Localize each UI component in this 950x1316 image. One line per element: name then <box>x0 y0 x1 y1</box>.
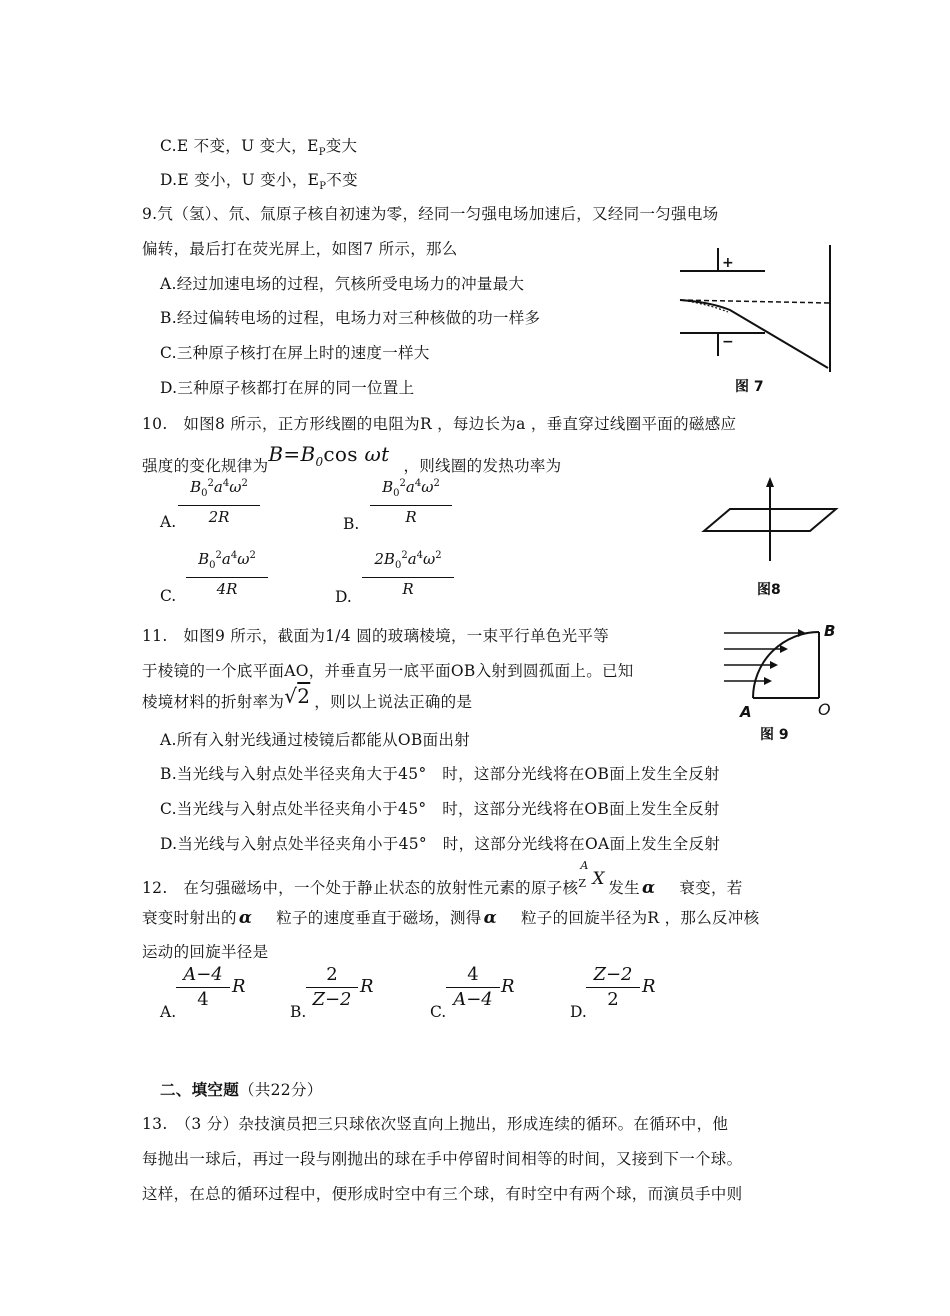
q12-stem-line1: 12. 在匀强磁场中，一个处于静止状态的放射性元素的原子核 A Z X 发生 α 衰变，若 <box>142 859 743 898</box>
q10-option-c-label: C. <box>160 587 177 605</box>
fig7-caption: 图 7 <box>735 379 764 395</box>
q8-option-d: D.E 变小，U 变小，$E_P$不变 <box>160 171 358 193</box>
q10-option-c-fraction: $B_0^2a^4\omega^2$ 4R <box>186 546 268 599</box>
fig9-label-b: B <box>824 622 836 640</box>
fig9-label-a: A <box>740 703 752 721</box>
q11-option-c: C.当光线与入射点处半径夹角小于45° 时，这部分光线将在OB面上发生全反射 <box>160 800 720 818</box>
q12-option-c-fraction: 4 A−4 <box>446 964 500 1011</box>
q11-option-d: D.当光线与入射点处半径夹角小于45° 时，这部分光线将在OA面上发生全反射 <box>160 835 721 853</box>
q13-stem-line3: 这样，在总的循环过程中，便形成时空中有三个球，有时空中有两个球，而演员手中则 <box>142 1185 743 1203</box>
q10-option-b-label: B. <box>343 515 360 533</box>
q12-stem-line3: 运动的回旋半径是 <box>142 943 269 961</box>
q9-option-b: B.经过偏转电场的过程，电场力对三种核做的功一样多 <box>160 309 541 327</box>
fig7-minus-label: − <box>722 334 734 350</box>
fig9-label-o: O <box>818 700 831 719</box>
section-2-heading: 二、填空题（共22分） <box>160 1081 323 1099</box>
q11-option-b: B.当光线与入射点处半径夹角大于45° 时，这部分光线将在OB面上发生全反射 <box>160 765 720 783</box>
q10-option-a-label: A. <box>160 513 177 531</box>
q12-option-d-label: D. <box>570 1003 587 1021</box>
q12-option-d-fraction: Z−2 2 <box>586 964 640 1011</box>
q10-option-b-fraction: $B_0^2a^4\omega^2$ R <box>370 474 452 527</box>
q12-option-b-label: B. <box>290 1003 307 1021</box>
q11-option-a: A.所有入射光线通过棱镜后都能从OB面出射 <box>160 731 471 749</box>
q13-stem-line2: 每抛出一球后，再过一段与刚抛出的球在手中停留时间相等的时间，又接到下一个球。 <box>142 1150 743 1168</box>
fig9-caption: 图 9 <box>760 727 789 743</box>
q10-option-d-fraction: $2B_0^2a^4\omega^2$ R <box>362 546 454 599</box>
q10-option-d-label: D. <box>335 588 352 606</box>
q12-option-a-fraction: A−4 4 <box>176 964 230 1011</box>
q12-option-a-label: A. <box>160 1003 177 1021</box>
q12-option-a-r: R <box>232 976 246 997</box>
q8-option-c: C.E 不变，U 变大，$E_P$变大 <box>160 137 358 159</box>
q10-stem-line2: 强度的变化规律为$B=B_0\cos$ ωt ，则线圈的发热功率为 <box>142 442 562 475</box>
fig8-caption: 图8 <box>757 582 781 598</box>
q9-stem-line1: 9.氕（氢）、氘、氚原子核自初速为零，经同一匀强电场加速后，又经同一匀强电场 <box>142 205 719 223</box>
q9-option-d: D.三种原子核都打在屏的同一位置上 <box>160 379 415 397</box>
q12-option-d-r: R <box>642 976 656 997</box>
q10-option-a-fraction: $B_0^2a^4\omega^2$ 2R <box>178 474 260 527</box>
q12-option-b-fraction: 2 Z−2 <box>306 964 358 1011</box>
q11-stem-line3: 棱境材料的折射率为√2 ，则以上说法正确的是 <box>142 684 473 711</box>
q9-option-c: C.三种原子核打在屏上时的速度一样大 <box>160 344 430 362</box>
q11-stem-line2: 于棱镜的一个底平面AO，并垂直另一底平面OB入射到圆孤面上。已知 <box>142 662 634 680</box>
figure-8 <box>700 475 840 575</box>
q12-option-c-label: C. <box>430 1003 447 1021</box>
q9-stem-line2: 偏转，最后打在荧光屏上，如图7 所示，那么 <box>142 240 458 258</box>
q12-stem-line2: 衰变时射出的 α 粒子的速度垂直于磁场，测得 α 粒子的回旋半径为R ，那么反冲核 <box>142 908 760 928</box>
q9-option-a: A.经过加速电场的过程，氕核所受电场力的冲量最大 <box>160 275 525 293</box>
q10-stem-line1: 10. 如图8 所示，正方形线圈的电阻为R ，每边长为a ，垂直穿过线圈平面的磁感应 <box>142 415 737 433</box>
q12-option-c-r: R <box>501 976 515 997</box>
fig7-plus-label: + <box>722 255 734 271</box>
q11-stem-line1: 11. 如图9 所示，截面为1/4 圆的玻璃棱境，一束平行单色光平等 <box>142 627 610 645</box>
q13-stem-line1: 13. （3 分）杂技演员把三只球依次竖直向上抛出，形成连续的循环。在循环中，他 <box>142 1115 729 1133</box>
q12-option-b-r: R <box>360 976 374 997</box>
